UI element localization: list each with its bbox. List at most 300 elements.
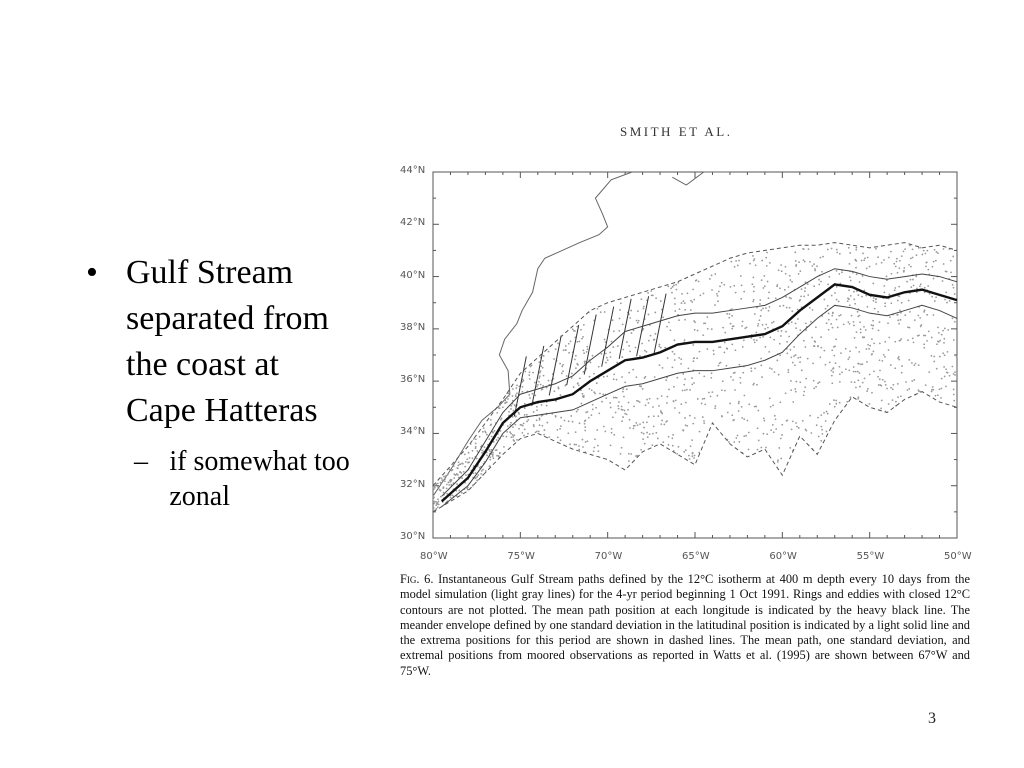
y-tick-label: 32°N (400, 478, 426, 490)
path-stipple (613, 397, 615, 399)
path-stipple (660, 300, 662, 302)
path-stipple (512, 426, 514, 428)
path-stipple (816, 265, 818, 267)
path-stipple (490, 424, 492, 426)
path-stipple (743, 435, 745, 437)
path-stipple (779, 343, 781, 345)
path-stipple (935, 260, 937, 262)
path-stipple (640, 449, 642, 451)
path-stipple (513, 434, 515, 436)
path-stipple (809, 415, 811, 417)
path-stipple (600, 311, 602, 313)
path-stipple (846, 401, 848, 403)
path-stipple (753, 339, 755, 341)
path-stipple (619, 318, 621, 320)
path-stipple (790, 380, 792, 382)
path-stipple (760, 364, 762, 366)
path-stipple (871, 324, 873, 326)
path-stipple (711, 391, 713, 393)
path-stipple (701, 403, 703, 405)
path-stipple (932, 266, 934, 268)
path-stipple (811, 337, 813, 339)
path-stipple (817, 346, 819, 348)
path-stipple (834, 406, 836, 408)
path-stipple (622, 416, 624, 418)
path-stipple (866, 268, 868, 270)
path-stipple (805, 346, 807, 348)
path-stipple (764, 328, 766, 330)
path-stipple (748, 403, 750, 405)
path-stipple (553, 358, 555, 360)
path-stipple (730, 376, 732, 378)
path-stipple (672, 445, 674, 447)
path-stipple (799, 361, 801, 363)
path-stipple (481, 449, 483, 451)
path-stipple (463, 471, 465, 473)
path-stipple (786, 352, 788, 354)
path-stipple (509, 431, 511, 433)
path-stipple (504, 399, 506, 401)
path-stipple (618, 330, 620, 332)
path-stipple (577, 383, 579, 385)
path-stipple (617, 345, 619, 347)
path-stipple (558, 388, 560, 390)
path-stipple (936, 343, 938, 345)
path-stipple (949, 375, 951, 377)
path-stipple (912, 279, 914, 281)
path-stipple (940, 397, 942, 399)
path-stipple (865, 295, 867, 297)
path-stipple (672, 351, 674, 353)
path-stipple (857, 379, 859, 381)
path-stipple (828, 313, 830, 315)
path-stipple (793, 346, 795, 348)
path-stipple (516, 439, 518, 441)
path-stipple (704, 322, 706, 324)
path-stipple (872, 320, 874, 322)
path-stipple (781, 434, 783, 436)
path-stipple (450, 497, 452, 499)
path-stipple (856, 273, 858, 275)
path-stipple (743, 339, 745, 341)
path-stipple (789, 447, 791, 449)
path-stipple (529, 378, 531, 380)
path-stipple (763, 420, 765, 422)
path-stipple (568, 352, 570, 354)
path-stipple (628, 372, 630, 374)
path-stipple (609, 352, 611, 354)
path-stipple (795, 354, 797, 356)
path-stipple (432, 498, 434, 500)
path-stipple (440, 483, 442, 485)
path-stipple (873, 351, 875, 353)
path-stipple (437, 498, 439, 500)
path-stipple (499, 404, 501, 406)
path-stipple (508, 411, 510, 413)
path-stipple (464, 466, 466, 468)
path-stipple (559, 428, 561, 430)
path-stipple (765, 324, 767, 326)
path-stipple (652, 294, 654, 296)
path-stipple (754, 367, 756, 369)
path-stipple (823, 412, 825, 414)
path-stipple (513, 440, 515, 442)
path-stipple (584, 423, 586, 425)
series-northern-extremum (433, 243, 957, 486)
path-stipple (901, 372, 903, 374)
path-stipple (694, 321, 696, 323)
path-stipple (604, 431, 606, 433)
path-stipple (937, 326, 939, 328)
path-stipple (457, 474, 459, 476)
path-stipple (913, 364, 915, 366)
path-stipple (799, 329, 801, 331)
path-stipple (898, 356, 900, 358)
path-stipple (605, 353, 607, 355)
path-stipple (797, 318, 799, 320)
path-stipple (940, 388, 942, 390)
path-stipple (578, 384, 580, 386)
path-stipple (898, 323, 900, 325)
path-stipple (629, 317, 631, 319)
path-stipple (711, 328, 713, 330)
path-stipple (813, 387, 815, 389)
path-stipple (791, 281, 793, 283)
path-stipple (800, 295, 802, 297)
path-stipple (703, 422, 705, 424)
path-stipple (861, 260, 863, 262)
path-stipple (857, 398, 859, 400)
path-stipple (528, 374, 530, 376)
path-stipple (682, 373, 684, 375)
path-stipple (754, 341, 756, 343)
path-stipple (706, 316, 708, 318)
path-stipple (749, 263, 751, 265)
path-stipple (888, 403, 890, 405)
path-stipple (897, 300, 899, 302)
path-stipple (606, 357, 608, 359)
path-stipple (697, 330, 699, 332)
path-stipple (763, 433, 765, 435)
path-stipple (814, 268, 816, 270)
path-stipple (765, 307, 767, 309)
path-stipple (838, 315, 840, 317)
path-stipple (648, 416, 650, 418)
path-stipple (899, 309, 901, 311)
path-stipple (909, 327, 911, 329)
path-stipple (582, 350, 584, 352)
path-stipple (833, 367, 835, 369)
path-stipple (785, 331, 787, 333)
path-stipple (752, 276, 754, 278)
path-stipple (514, 404, 516, 406)
path-stipple (928, 371, 930, 373)
path-stipple (764, 346, 766, 348)
path-stipple (810, 432, 812, 434)
path-stipple (655, 432, 657, 434)
path-stipple (774, 415, 776, 417)
path-stipple (660, 347, 662, 349)
path-stipple (703, 293, 705, 295)
path-stipple (584, 362, 586, 364)
path-stipple (815, 326, 817, 328)
path-stipple (825, 364, 827, 366)
path-stipple (437, 483, 439, 485)
path-stipple (696, 279, 698, 281)
path-stipple (578, 341, 580, 343)
path-stipple (592, 355, 594, 357)
path-stipple (859, 386, 861, 388)
path-stipple (687, 368, 689, 370)
path-stipple (925, 384, 927, 386)
path-stipple (647, 292, 649, 294)
path-stipple (702, 334, 704, 336)
path-stipple (861, 296, 863, 298)
path-stipple (678, 319, 680, 321)
path-stipple (557, 343, 559, 345)
path-stipple (482, 431, 484, 433)
path-stipple (515, 416, 517, 418)
path-stipple (937, 252, 939, 254)
path-stipple (477, 474, 479, 476)
path-stipple (610, 407, 612, 409)
path-stipple (536, 409, 538, 411)
path-stipple (904, 248, 906, 250)
path-stipple (524, 371, 526, 373)
path-stipple (483, 427, 485, 429)
path-stipple (620, 302, 622, 304)
path-stipple (514, 424, 516, 426)
path-stipple (709, 278, 711, 280)
path-stipple (684, 378, 686, 380)
path-stipple (610, 444, 612, 446)
path-stipple (941, 378, 943, 380)
path-stipple (769, 306, 771, 308)
path-stipple (616, 362, 618, 364)
path-stipple (529, 371, 531, 373)
path-stipple (825, 308, 827, 310)
path-stipple (587, 440, 589, 442)
path-stipple (531, 393, 533, 395)
path-stipple (583, 352, 585, 354)
path-stipple (670, 287, 672, 289)
path-stipple (908, 359, 910, 361)
path-stipple (673, 400, 675, 402)
path-stipple (785, 392, 787, 394)
path-stipple (859, 372, 861, 374)
path-stipple (622, 388, 624, 390)
path-stipple (643, 427, 645, 429)
path-stipple (801, 369, 803, 371)
path-stipple (585, 412, 587, 414)
path-stipple (790, 349, 792, 351)
path-stipple (693, 360, 695, 362)
path-stipple (847, 358, 849, 360)
path-stipple (854, 259, 856, 261)
path-stipple (794, 364, 796, 366)
path-stipple (433, 503, 435, 505)
path-stipple (939, 356, 941, 358)
path-stipple (674, 303, 676, 305)
path-stipple (726, 348, 728, 350)
y-tick-label: 40°N (400, 269, 426, 281)
path-stipple (894, 341, 896, 343)
path-stipple (779, 287, 781, 289)
path-stipple (539, 424, 541, 426)
path-stipple (738, 260, 740, 262)
path-stipple (702, 416, 704, 418)
path-stipple (721, 389, 723, 391)
path-stipple (539, 419, 541, 421)
path-stipple (633, 405, 635, 407)
path-stipple (621, 420, 623, 422)
path-stipple (579, 422, 581, 424)
path-stipple (956, 251, 958, 253)
path-stipple (757, 410, 759, 412)
path-stipple (735, 260, 737, 262)
path-stipple (900, 338, 902, 340)
path-stipple (862, 275, 864, 277)
path-stipple (954, 371, 956, 373)
path-stipple (889, 316, 891, 318)
path-stipple (818, 284, 820, 286)
path-stipple (903, 271, 905, 273)
path-stipple (674, 298, 676, 300)
path-stipple (601, 401, 603, 403)
path-stipple (601, 353, 603, 355)
path-stipple (441, 479, 443, 481)
path-stipple (836, 319, 838, 321)
path-stipple (829, 403, 831, 405)
path-stipple (804, 386, 806, 388)
path-stipple (505, 436, 507, 438)
path-stipple (753, 299, 755, 301)
path-stipple (692, 344, 694, 346)
bullet-text: Gulf Stream separated from the coast at Cape Hatteras (126, 254, 329, 429)
path-stipple (731, 414, 733, 416)
path-stipple (685, 449, 687, 451)
path-stipple (569, 443, 571, 445)
path-stipple (836, 251, 838, 253)
path-stipple (543, 375, 545, 377)
path-stipple (944, 376, 946, 378)
path-stipple (646, 351, 648, 353)
path-stipple (798, 273, 800, 275)
path-stipple (742, 372, 744, 374)
path-stipple (923, 250, 925, 252)
path-stipple (773, 339, 775, 341)
path-stipple (720, 362, 722, 364)
path-stipple (648, 402, 650, 404)
path-stipple (899, 260, 901, 262)
path-stipple (760, 315, 762, 317)
path-stipple (777, 461, 779, 463)
path-stipple (703, 420, 705, 422)
path-stipple (443, 476, 445, 478)
path-stipple (572, 328, 574, 330)
path-stipple (581, 338, 583, 340)
path-stipple (691, 439, 693, 441)
path-stipple (576, 411, 578, 413)
path-stipple (666, 326, 668, 328)
path-stipple (515, 387, 517, 389)
path-stipple (835, 400, 837, 402)
path-stipple (862, 382, 864, 384)
path-stipple (752, 255, 754, 257)
path-stipple (866, 306, 868, 308)
path-stipple (730, 323, 732, 325)
path-stipple (495, 449, 497, 451)
path-stipple (795, 260, 797, 262)
path-stipple (847, 321, 849, 323)
path-stipple (476, 458, 478, 460)
path-stipple (803, 259, 805, 261)
path-stipple (672, 286, 674, 288)
path-stipple (828, 329, 830, 331)
path-stipple (923, 335, 925, 337)
path-stipple (635, 455, 637, 457)
path-stipple (542, 385, 544, 387)
path-stipple (541, 389, 543, 391)
path-stipple (869, 345, 871, 347)
path-stipple (936, 251, 938, 253)
path-stipple (920, 324, 922, 326)
path-stipple (618, 408, 620, 410)
path-stipple (539, 372, 541, 374)
path-stipple (532, 372, 534, 374)
path-stipple (583, 395, 585, 397)
path-stipple (681, 293, 683, 295)
path-stipple (934, 249, 936, 251)
path-stipple (917, 315, 919, 317)
path-stipple (489, 465, 491, 467)
path-stipple (626, 341, 628, 343)
path-stipple (873, 300, 875, 302)
path-stipple (512, 395, 514, 397)
path-stipple (435, 484, 437, 486)
path-stipple (690, 309, 692, 311)
path-stipple (759, 299, 761, 301)
path-stipple (779, 305, 781, 307)
path-stipple (510, 405, 512, 407)
path-stipple (908, 300, 910, 302)
path-stipple (835, 362, 837, 364)
path-stipple (561, 366, 563, 368)
path-stipple (748, 432, 750, 434)
path-stipple (819, 356, 821, 358)
x-tick-label: 80°W (420, 551, 448, 562)
path-stipple (466, 488, 468, 490)
path-stipple (884, 305, 886, 307)
path-stipple (953, 389, 955, 391)
path-stipple (885, 384, 887, 386)
path-stipple (755, 264, 757, 266)
path-stipple (714, 273, 716, 275)
path-stipple (746, 420, 748, 422)
path-stipple (829, 361, 831, 363)
path-stipple (827, 413, 829, 415)
path-stipple (850, 396, 852, 398)
path-stipple (913, 341, 915, 343)
path-stipple (613, 434, 615, 436)
path-stipple (527, 433, 529, 435)
path-stipple (662, 367, 664, 369)
path-stipple (617, 405, 619, 407)
path-stipple (738, 401, 740, 403)
path-stipple (901, 302, 903, 304)
path-stipple (673, 386, 675, 388)
path-stipple (714, 405, 716, 407)
